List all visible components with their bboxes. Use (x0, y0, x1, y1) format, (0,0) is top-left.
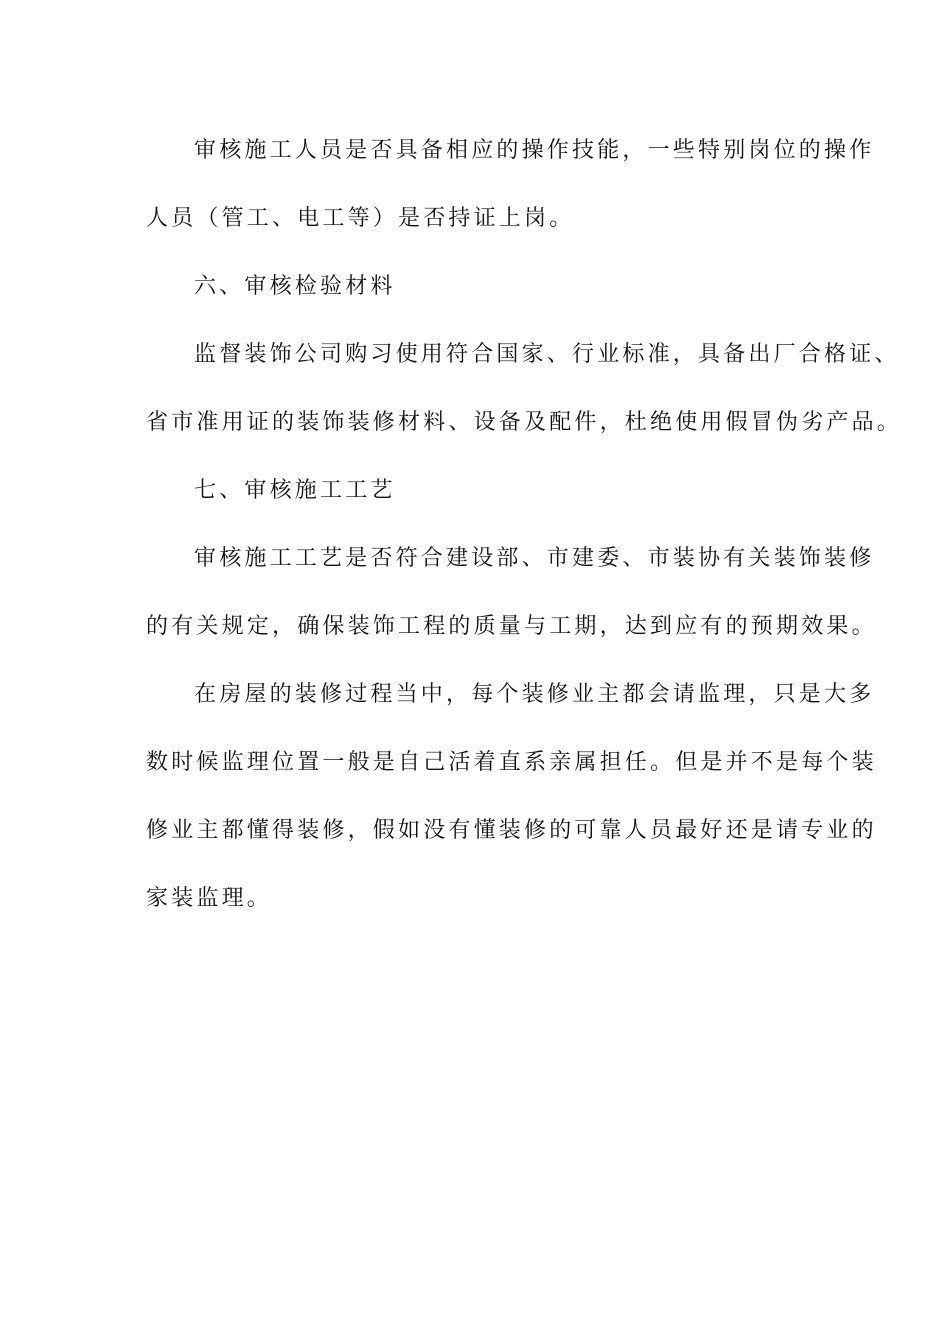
paragraph-3-line-1: 审核施工工艺是否符合建设部、市建委、市装协有关装饰装修 (194, 546, 875, 571)
paragraph-4-line-2: 数时候监理位置一般是自己活着直系亲属担任。但是并不是每个装 (146, 750, 877, 775)
paragraph-4-line-3: 修业主都懂得装修，假如没有懂装修的可靠人员最好还是请专业的 (146, 818, 877, 843)
document-body (146, 128, 903, 922)
paragraph-1-line-2: 人员（管工、电工等）是否持证上岗。 (146, 206, 575, 231)
paragraph-3-line-2: 的有关规定，确保装饰工程的质量与工期，达到应有的预期效果。 (146, 614, 877, 639)
paragraph-2-line-1: 监督装饰公司购习使用符合国家、行业标准，具备出厂合格证、 (194, 342, 900, 367)
paragraph-1-line-1: 审核施工人员是否具备相应的操作技能，一些特别岗位的操作 (194, 138, 875, 163)
section-heading-6: 六、审核检验材料 (194, 274, 396, 299)
section-heading-7: 七、审核施工工艺 (194, 478, 396, 503)
paragraph-4-line-1: 在房屋的装修过程当中，每个装修业主都会请监理，只是大多 (194, 682, 875, 707)
paragraph-4-line-4: 家装监理。 (146, 886, 273, 911)
paragraph-2-line-2: 省市准用证的装饰装修材料、设备及配件，杜绝使用假冒伪劣产品。 (146, 410, 903, 435)
